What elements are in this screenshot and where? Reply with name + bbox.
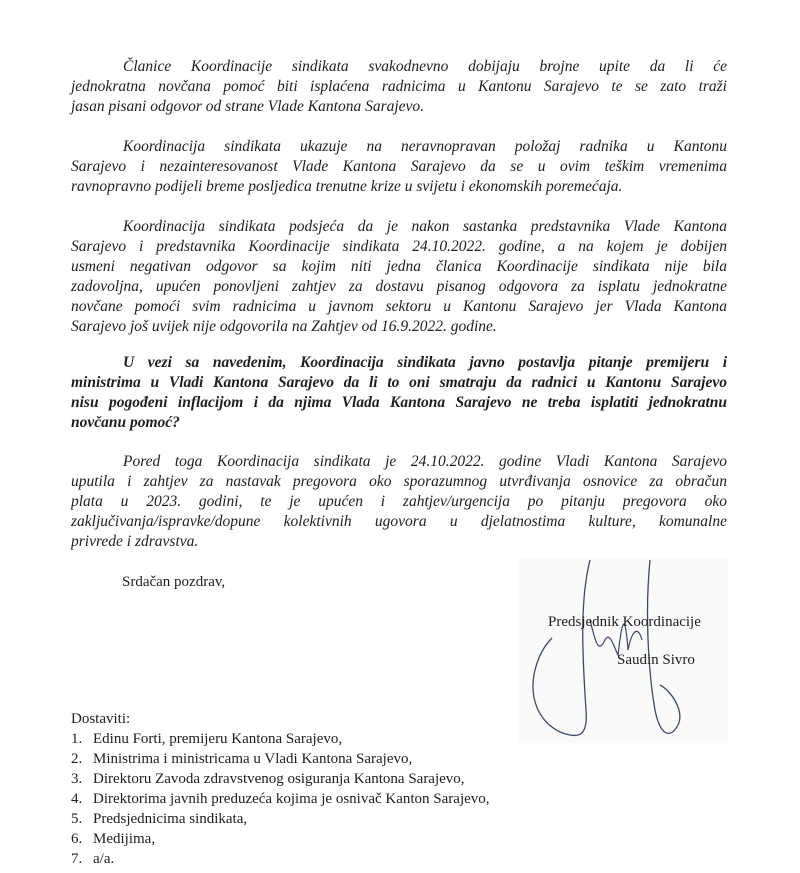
paragraph <box>71 452 727 552</box>
paragraph-line: novčane pomoći svim radnicima u javnom sektoru u Kantonu Sarajevo jer Vlada Kantona <box>71 298 727 315</box>
paragraph-line: plata u 2023. godini, te je upućen i zahtjev/urgencija po pitanju pregovora oko <box>71 493 727 510</box>
paragraph-line: jasan pisani odgovor od strane Vlade Kantona Sarajevo. <box>71 98 425 115</box>
distribution-item <box>71 849 490 869</box>
distribution-item <box>71 829 490 849</box>
item-number: 7. <box>71 851 83 867</box>
distribution-list <box>71 709 490 869</box>
closing-salutation: Srdačan pozdrav, <box>122 574 226 590</box>
paragraph-line: Sarajevo još uvijek nije odgovorila na Zahtjev od 16.9.2022. godine. <box>71 318 497 335</box>
item-text: Medijima, <box>93 831 156 847</box>
paragraph-line: Koordinacija sindikata ukazuje na neravnopravan položaj radnika u Kantonu <box>123 138 727 155</box>
item-number: 5. <box>71 811 83 827</box>
paragraph-line: nisu pogođeni inflacijom i da njima Vlada Kantona Sarajevo ne treba isplatiti jednokratnu <box>71 394 727 411</box>
paragraph-line: ministrima u Vladi Kantona Sarajevo da li to oni smatraju da radnici u Kantonu Sarajevo <box>71 374 727 391</box>
paragraph <box>71 353 727 433</box>
distribution-item <box>71 729 490 749</box>
paragraph <box>71 57 727 117</box>
item-text: a/a. <box>93 851 115 867</box>
paragraph-line: jednokratna novčana pomoć biti isplaćena radnicima u Kantonu Sarajevo te se zato traži <box>71 78 727 95</box>
distribution-item <box>71 789 490 809</box>
distribution-item <box>71 749 490 769</box>
paragraph-line: Pored toga Koordinacija sindikata je 24.10.2022. godine Vladi Kantona Sarajevo <box>123 453 727 470</box>
paragraph-line: privrede i zdravstva. <box>71 533 199 550</box>
paragraph-line: Koordinacija sindikata podsjeća da je nakon sastanka predstavnika Vlade Kantona <box>123 218 727 235</box>
item-number: 3. <box>71 771 83 787</box>
item-text: Direktoru Zavoda zdravstvenog osiguranja Kantona Sarajevo, <box>93 771 465 787</box>
paragraph <box>71 217 727 337</box>
item-number: 6. <box>71 831 83 847</box>
item-text: Direktorima javnih preduzeća kojima je osnivač Kanton Sarajevo, <box>93 791 490 807</box>
paragraph-line: novčanu pomoć? <box>71 414 180 431</box>
signatory-title: Predsjednik Koordinacije <box>548 614 701 630</box>
item-text: Ministrima i ministricama u Vladi Kantona Sarajevo, <box>93 751 413 767</box>
signatory-name: Saudin Sivro <box>617 652 695 668</box>
paragraph-line: Sarajevo i predstavnika Koordinacije sindikata 24.10.2022. godine, a na kojem je dobijen <box>71 238 727 255</box>
item-text: Edinu Forti, premijeru Kantona Sarajevo, <box>93 731 343 747</box>
paragraph-line: zadovoljna, upućen ponovljeni zahtjev za dostavu pisanog odgovora za isplatu jednokratne <box>71 278 727 295</box>
paragraph-line: usmeni negativan odgovor sa kojim niti jedna članica Koordinacije sindikata nije bila <box>71 258 727 275</box>
paragraph-line: Sarajevo i nezainteresovanost Vlade Kantona Sarajevo da se u ovim teškim vremenima <box>71 158 727 175</box>
paragraph-line: ravnopravno podijeli breme posljedica trenutne krize u svijetu i ekonomskih poremećaja. <box>71 178 623 195</box>
paragraph-line: uputila i zahtjev za nastavak pregovora oko sporazumnog utvrđivanja osnovice za obračun <box>71 473 727 490</box>
distribution-heading: Dostaviti: <box>71 711 131 727</box>
item-number: 1. <box>71 731 83 747</box>
distribution-item <box>71 769 490 789</box>
item-number: 4. <box>71 791 83 807</box>
paragraph-line: U vezi sa navedenim, Koordinacija sindikata javno postavlja pitanje premijeru i <box>123 354 727 371</box>
paragraph-line: zaključivanja/ispravke/dopune kolektivnih ugovora u djelatnostima kulture, komunalne <box>71 513 727 530</box>
distribution-item <box>71 809 490 829</box>
item-number: 2. <box>71 751 83 767</box>
paragraph-line: Članice Koordinacije sindikata svakodnevno dobijaju brojne upite da li će <box>123 58 727 75</box>
item-text: Predsjednicima sindikata, <box>93 811 248 827</box>
paragraph <box>71 137 727 197</box>
